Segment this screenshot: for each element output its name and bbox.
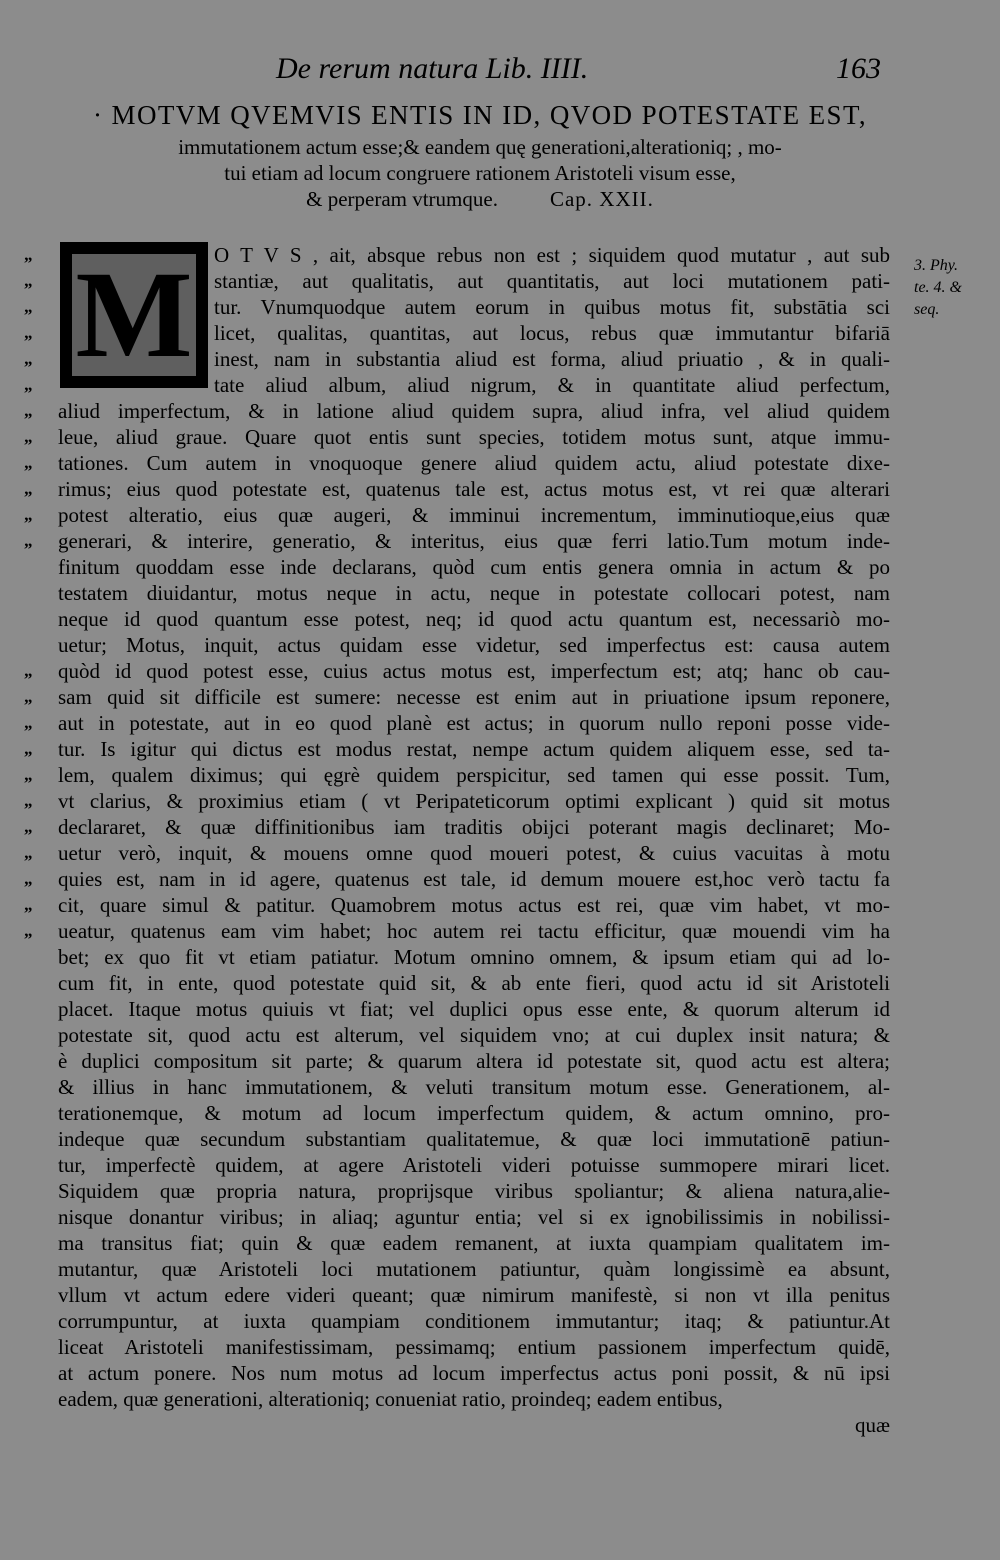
chapter-heading-line-1: · MOTVM QVEMVIS ENTIS IN ID, QVOD POTESTATE EST, <box>93 100 867 130</box>
quotation-mark: „ <box>24 869 33 888</box>
quotation-mark: „ <box>24 453 33 472</box>
chapter-number: Cap. XXII. <box>549 187 654 211</box>
running-header <box>0 52 1000 94</box>
text-line: terationemque, & motum ad locum imperfectum quidem, & actum omnino, pro- <box>58 1101 890 1125</box>
text-line: liceat Aristoteli manifestissimam, pessimamq; entium passionem imperfectum quidē, <box>58 1335 890 1359</box>
text-line: sam quid sit difficile est sumere: necesse est enim aut in priuatione ipsum reponere, <box>58 685 890 709</box>
text-line: generari, & interire, generatio, & interitus, eius quæ ferri latio.Tum motum inde- <box>58 529 890 553</box>
text-line: mutantur, quæ Aristoteli loci mutationem patiuntur, quàm longissimè ea absunt, <box>58 1257 890 1281</box>
text-line: aut in potestate, aut in eo quod planè est actus; in quorum nullo reponi posse vide- <box>58 711 890 735</box>
text-line: quòd id quod potest esse, cuius actus motus est, imperfectum est; atq; hanc ob cau- <box>58 659 890 683</box>
text-line: ma transitus fiat; quin & quæ eadem remanent, at iuxta quampiam qualitatem im- <box>58 1231 890 1255</box>
text-line: bet; ex quo fit vt etiam patiatur. Motum omnino omnem, & ipsum etiam qui ad lo- <box>58 945 890 969</box>
text-line: è duplici compositum sit parte; & quarum altera id potestate sit, quod actu est altera; <box>58 1049 890 1073</box>
quotation-mark: „ <box>24 323 33 342</box>
page-number: 163 <box>836 52 881 85</box>
chapter-heading-line-4 <box>40 187 920 212</box>
text-line: quies est, nam in id agere, quatenus est tale, id demum mouere est,hoc verò tactu fa <box>58 867 890 891</box>
text-line: potest alteratio, eius quæ augeri, & imminui incrementum, imminutioque,eius quæ <box>58 503 890 527</box>
text-line: O T V S , ait, absque rebus non est ; siquidem quod mutatur , aut sub <box>214 243 890 267</box>
side-note-line-1: 3. Phy. <box>914 257 958 274</box>
text-line: tur. Vnumquodque autem eorum in quibus motus fit, substātia sci <box>214 295 890 319</box>
quotation-mark: „ <box>24 297 33 316</box>
quotation-mark: „ <box>24 271 33 290</box>
chapter-heading-line-4-text: & perperam vtrumque. <box>306 187 498 211</box>
quotation-mark: „ <box>24 921 33 940</box>
chapter-heading-line-2: immutationem actum esse;& eandem quę generationi,alterationiq; , mo- <box>178 135 782 159</box>
quotation-mark: „ <box>24 401 33 420</box>
quotation-mark: „ <box>24 245 33 264</box>
text-line: Siquidem quæ propria natura, proprijsque viribus spoliantur; & aliena natura,alie- <box>58 1179 890 1203</box>
quotation-mark: „ <box>24 531 33 550</box>
quotation-mark: „ <box>24 739 33 758</box>
running-title: De rerum natura Lib. IIII. <box>276 52 589 85</box>
text-line: potestate sit, quod actu est alterum, vel siquidem vno; at cui duplex insit natura; & <box>58 1023 890 1047</box>
chapter-heading-line-3: tui etiam ad locum congruere rationem Aristoteli visum esse, <box>224 161 736 185</box>
text-line: quæ <box>854 1413 890 1437</box>
quotation-mark: „ <box>24 791 33 810</box>
text-line: finitum quoddam esse inde declarans, quòd cum entis genera omnia in actum & po <box>58 555 890 579</box>
text-line: cum fit, in ente, quod potestate quid sit, & ab ente fieri, quod actu id sit Aristoteli <box>58 971 890 995</box>
text-line: eadem, quæ generationi, alterationiq; conueniat ratio, proindeq; eadem entibus, <box>58 1387 723 1411</box>
quotation-mark: „ <box>24 765 33 784</box>
text-line: indeque quæ secundum substantiam qualitatemue, & quæ loci immutationē patiun- <box>58 1127 890 1151</box>
side-note-line-3: seq. <box>914 301 940 318</box>
quotation-mark: „ <box>24 843 33 862</box>
text-line: aliud imperfectum, & in latione aliud quidem supra, aliud infra, vel aliud quidem <box>58 399 890 423</box>
text-line: tur, imperfectè quidem, at agere Aristoteli videri potuisse summopere mirari licet. <box>58 1153 890 1177</box>
text-line: & illius in hanc immutationem, & veluti transitum motum esse. Generationem, al- <box>58 1075 890 1099</box>
text-line: inest, nam in substantia aliud est forma, aliud priuatio , & in quali- <box>214 347 890 371</box>
quotation-mark: „ <box>24 661 33 680</box>
text-line: licet, qualitas, quantitas, aut locus, rebus quæ immutantur bifariā <box>214 321 890 345</box>
text-line: at actum ponere. Nos num motus ad locum imperfectus actus poni possit, & nū ipsi <box>58 1361 890 1385</box>
text-line: lem, qualem diximus; qui ęgrè quidem perspicitur, sed tamen qui esse possit. Tum, <box>58 763 890 787</box>
text-line: vt clarius, & proximius etiam ( vt Peripateticorum optimi explicant ) quid sit motus <box>58 789 890 813</box>
quotation-mark: „ <box>24 687 33 706</box>
text-line: declararet, & quæ diffinitionibus iam traditis obijci poterant magis declinaret; Mo- <box>58 815 890 839</box>
text-line: tur. Is igitur qui dictus est modus restat, nempe actum quidem aliquem esse, sed ta- <box>58 737 890 761</box>
text-line: cit, quare simul & patitur. Quamobrem motus actus est rei, quæ vim habet, vt mo- <box>58 893 890 917</box>
text-line: corrumpuntur, at iuxta quampiam conditionem immutantur; itaq; & patiuntur.At <box>58 1309 890 1333</box>
text-line: rimus; eius quod potestate est, quatenus tale est, actus motus est, vt rei quæ alterari <box>58 477 890 501</box>
text-line: uetur; Motus, inquit, actus quidam esse videtur, sed imperfectus est: causa autem <box>58 633 890 657</box>
quotation-mark: „ <box>24 375 33 394</box>
text-line: nisque donantur viribus; in aliaq; aguntur entia; vel si ex ignobilissimis in nobilissi- <box>58 1205 890 1229</box>
text-line: ueatur, quatenus eam vim habet; hoc autem rei tactu efficitur, quæ mouendi vim ha <box>58 919 890 943</box>
drop-cap-letter: M <box>75 246 193 383</box>
quotation-mark: „ <box>24 349 33 368</box>
text-line: tationes. Cum autem in vnoquoque genere aliud quidem actu, aliud potestate dixe- <box>58 451 890 475</box>
quotation-mark: „ <box>24 427 33 446</box>
quotation-mark: „ <box>24 713 33 732</box>
quotation-mark: „ <box>24 817 33 836</box>
text-line: placet. Itaque motus quiuis vt fiat; vel duplici opus esse ente, & quorum alterum id <box>58 997 890 1021</box>
quotation-mark: „ <box>24 895 33 914</box>
text-line: vllum vt actum edere videri queant; quæ nimirum manifestè, si non vt illa penitus <box>58 1283 890 1307</box>
text-line: stantiæ, aut qualitatis, aut quantitatis, aut loci mutationem pati- <box>214 269 890 293</box>
side-note-line-2: te. 4. & <box>914 279 962 296</box>
text-line: tate aliud album, aliud nigrum, & in quantitate aliud perfectum, <box>214 373 890 397</box>
text-line: neque id quod quantum esse potest, neq; id quod actu quantum est, necessariò mo- <box>58 607 890 631</box>
quotation-mark: „ <box>24 505 33 524</box>
decorated-initial-panel <box>72 246 196 383</box>
text-line: uetur verò, inquit, & mouens omne quod moueri potest, & cuius vacuitas à motu <box>58 841 890 865</box>
text-line: leue, aliud graue. Quare quot entis sunt species, totidem motus sunt, atque immu- <box>58 425 890 449</box>
quotation-mark: „ <box>24 479 33 498</box>
text-line: testatem diuidantur, motus neque in actu, neque in potestate collocari potest, nam <box>58 581 890 605</box>
decorated-initial <box>60 242 208 388</box>
side-note <box>914 255 994 321</box>
